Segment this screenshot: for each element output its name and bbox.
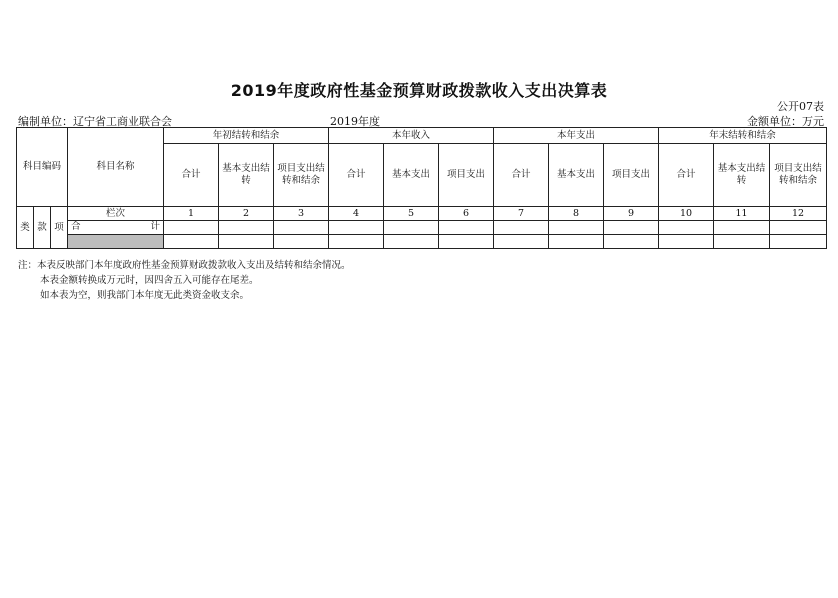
column-number-11: 11 <box>714 207 770 221</box>
subheader-7: 合计 <box>494 144 549 207</box>
total-label-cell <box>68 221 164 235</box>
total-cell-3 <box>274 221 329 235</box>
total-label-left: 合 <box>71 221 81 232</box>
subheader-4: 合计 <box>329 144 384 207</box>
data-cell-10 <box>659 235 714 249</box>
data-cell-2 <box>219 235 274 249</box>
subject-name-header: 科目名称 <box>68 128 164 207</box>
code-part-category: 类 <box>17 207 34 249</box>
column-number-row <box>17 207 827 221</box>
data-cell-5 <box>384 235 439 249</box>
form-code: 公开07表 <box>777 100 824 113</box>
row-label-column-index: 栏次 <box>68 207 164 221</box>
subheader-10: 合计 <box>659 144 714 207</box>
total-cell-6 <box>439 221 494 235</box>
subheader-6: 项目支出 <box>439 144 494 207</box>
data-cell-8 <box>549 235 604 249</box>
data-cell-11 <box>714 235 770 249</box>
column-number-12: 12 <box>770 207 827 221</box>
total-cell-5 <box>384 221 439 235</box>
group-header-opening: 年初结转和结余 <box>164 128 329 144</box>
total-row <box>17 221 827 235</box>
column-number-8: 8 <box>549 207 604 221</box>
column-number-10: 10 <box>659 207 714 221</box>
page-title: 2019年度政府性基金预算财政拨款收入支出决算表 <box>230 81 608 100</box>
code-part-section: 款 <box>34 207 51 249</box>
note-1: 注：本表反映部门本年度政府性基金预算财政拨款收入支出及结转和结余情况。 <box>18 260 351 271</box>
total-cell-9 <box>604 221 659 235</box>
group-header-income: 本年收入 <box>329 128 494 144</box>
subheader-3: 项目支出结转和结余 <box>274 144 329 207</box>
total-cell-12 <box>770 221 827 235</box>
subheader-2: 基本支出结转 <box>219 144 274 207</box>
total-cell-11 <box>714 221 770 235</box>
subheader-1: 合计 <box>164 144 219 207</box>
group-header-closing: 年末结转和结余 <box>659 128 827 144</box>
data-cell-4 <box>329 235 384 249</box>
data-cell-3 <box>274 235 329 249</box>
fiscal-year: 2019年度 <box>330 115 380 128</box>
column-number-3: 3 <box>274 207 329 221</box>
column-number-2: 2 <box>219 207 274 221</box>
total-label-right: 计 <box>150 221 160 232</box>
subheader-5: 基本支出 <box>384 144 439 207</box>
group-header-expenditure: 本年支出 <box>494 128 659 144</box>
note-3: 如本表为空，则我部门本年度无此类资金收支余。 <box>40 290 250 301</box>
column-number-1: 1 <box>164 207 219 221</box>
data-cell-9 <box>604 235 659 249</box>
data-cell-1 <box>164 235 219 249</box>
column-number-5: 5 <box>384 207 439 221</box>
data-cell-7 <box>494 235 549 249</box>
data-cell-12 <box>770 235 827 249</box>
budget-table <box>16 127 827 249</box>
note-2: 本表金额转换成万元时，因四舍五入可能存在尾差。 <box>40 275 259 286</box>
total-cell-10 <box>659 221 714 235</box>
total-cell-2 <box>219 221 274 235</box>
shaded-name-cell <box>68 235 164 249</box>
subject-code-header: 科目编码 <box>17 128 68 207</box>
column-number-6: 6 <box>439 207 494 221</box>
column-number-7: 7 <box>494 207 549 221</box>
total-cell-1 <box>164 221 219 235</box>
subheader-12: 项目支出结转和结余 <box>770 144 827 207</box>
compiling-unit: 编制单位：辽宁省工商业联合会 <box>18 115 172 128</box>
subheader-11: 基本支出结转 <box>714 144 770 207</box>
code-part-item: 项 <box>51 207 68 249</box>
data-cell-6 <box>439 235 494 249</box>
column-number-9: 9 <box>604 207 659 221</box>
column-number-4: 4 <box>329 207 384 221</box>
amount-unit: 金额单位：万元 <box>747 115 824 128</box>
subheader-9: 项目支出 <box>604 144 659 207</box>
data-row-empty <box>17 235 827 249</box>
total-cell-8 <box>549 221 604 235</box>
header-row-groups <box>17 128 827 144</box>
total-cell-4 <box>329 221 384 235</box>
total-cell-7 <box>494 221 549 235</box>
table-notes <box>18 258 351 303</box>
subheader-8: 基本支出 <box>549 144 604 207</box>
